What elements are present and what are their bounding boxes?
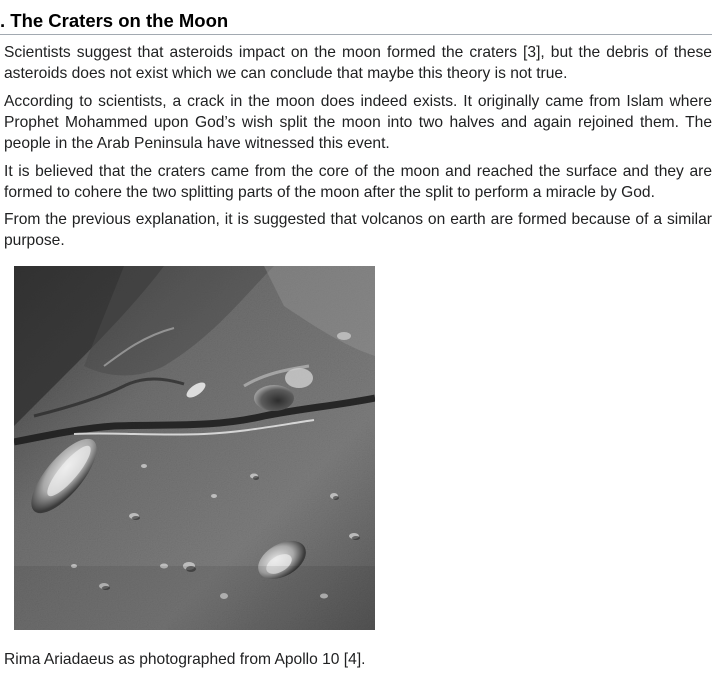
moon-surface-image (14, 266, 375, 630)
paragraph-asteroid-theory: Scientists suggest that asteroids impact on the moon formed the craters [3], but the debris of these asteroids does not exist which we can conclude that maybe this theory is not true. (4, 44, 712, 82)
paragraph-crater-origin: It is believed that the craters came from the core of the moon and reached the surface and they are formed to cohere the two splitting parts of the moon after the split to perform a miracle by God. (4, 163, 712, 201)
figure-caption: Rima Ariadaeus as photographed from Apollo 10 [4]. (4, 651, 366, 668)
paragraph-volcanos: From the previous explanation, it is suggested that volcanos on earth are formed because of a similar purpose. (4, 211, 712, 249)
moon-surface-photo (14, 266, 375, 630)
section-heading: . The Craters on the Moon (0, 8, 712, 35)
paragraph-moon-crack: According to scientists, a crack in the moon does indeed exists. It originally came from Islam where Prophet Mohammed upon God’s wish split the moon into two halves and again rejoined them. The people in the Arab Peninsula have witnessed this event. (4, 93, 712, 152)
